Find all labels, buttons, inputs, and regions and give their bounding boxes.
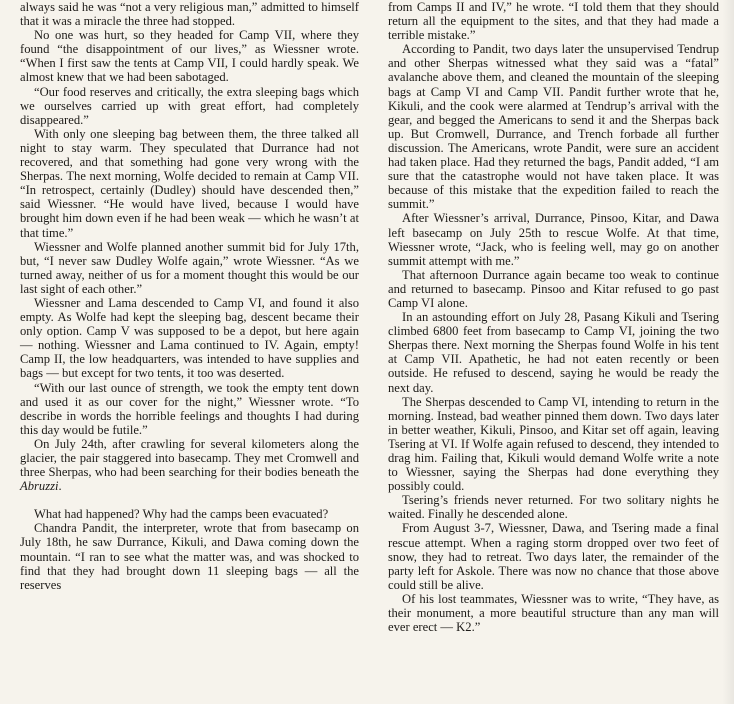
paragraph: The Sherpas descended to Camp VI, intending to return in the morning. Instead, bad weather pinned them down. Two days later in better weather, Kikuli, Pinsoo, and Kitar set off again, leaving Tsering at VI. If Wolfe again refused to descend, they intended to drag him. Failing that, Kikuli would demand Wolfe write a note to Wiessner, saying the Sherpas had done everything they possibly could. — [388, 394, 719, 494]
paragraph: In an astounding effort on July 28, Pasang Kikuli and Tsering climbed 6800 feet from basecamp to Camp VI, joining the two Sherpas there. Next morning the Sherpas found Wolfe in his tent at Camp VII. Apathetic, he had not eaten recently or been outside. He refused to descend, saying he would be ready the next day. — [388, 310, 719, 395]
italic-place-name: Abruzzi — [20, 479, 59, 494]
paragraph: No one was hurt, so they headed for Camp VII, where they found “the disappointment of our lives,” as Wiessner wrote. “When I first saw the tents at Camp VII, I could hardly speak. We almost knew that we had been sabotaged. — [20, 28, 359, 85]
paragraph: From August 3-7, Wiessner, Dawa, and Tsering made a final rescue attempt. When a raging storm dropped over two feet of snow, they had to retreat. Two days later, the remainder of the party left for Askole. There was now no chance that those above could still be alive. — [388, 521, 719, 592]
paragraph: “With our last ounce of strength, we took the empty tent down and used it as our cover for the night,” Wiessner wrote. “To describe in words the horrible feelings and thoughts I had during this day would be futile.” — [20, 380, 359, 437]
paragraph — [20, 437, 359, 493]
paragraph-text: On July 24th, after crawling for several kilometers along the glacier, the pair staggered into basecamp. They met Cromwell and three Sherpas, who had been searching for their bodies beneath the — [20, 436, 359, 480]
page-edge-shadow — [722, 0, 734, 704]
paragraph: Wiessner and Lama descended to Camp VI, and found it also empty. As Wolfe had kept the sleeping bag, descent became their only option. Camp V was supposed to be a depot, but here again — nothing. Wiessner and Lama continued to IV. Again, empty! Camp II, the low headquarters, was intended to have supplies and bags — but except for two tents, it too was deserted. — [20, 295, 359, 381]
paragraph: After Wiessner’s arrival, Durrance, Pinsoo, Kitar, and Dawa left basecamp on July 25th to rescue Wolfe. At that time, Wiessner wrote, “Jack, who is feeling well, may go on another summit attempt with me.” — [388, 211, 719, 268]
right-column — [388, 0, 719, 634]
paragraph: According to Pandit, two days later the unsupervised Tendrup and other Sherpas witnessed what they said was a “fatal” avalanche above them, and cleaned the mountain of the sleeping bags at Camp VI and Camp VII. Pandit further wrote that he, Kikuli, and the cook were alarmed at Tendrup’s arrival with the gear, and begged the Americans to send it and the Sherpas back up. But Cromwell, Durrance, and Trench forbade all further discussion. The Americans, wrote Pandit, were sure an accident had taken place. Had they returned the bags, Pandit added, “I am sure that the catastrophe would not have taken place. It was because of this mistake that the expedition failed to reach the summit.” — [388, 42, 719, 212]
paragraph: With only one sleeping bag between them, the three talked all night to stay warm. They speculated that Durrance had not recovered, and that something had gone very wrong with the Sherpas. The next morning, Wolfe decided to remain at Camp VII. “In retrospect, certainly (Dudley) should have descended then,” said Wiessner. “He would have lived, because I would have brought him down even if he had been weak — which he wasn’t at that time.” — [20, 126, 359, 240]
paragraph: Of his lost teammates, Wiessner was to write, “They have, as their monument, a more beautiful structure than any man will ever erect — K2.” — [388, 591, 719, 635]
paragraph: Chandra Pandit, the interpreter, wrote that from basecamp on July 18th, he saw Durrance, Kikuli, and Dawa coming down the mountain. “I ran to see what the matter was, and was shocked to find that they had brought down 11 sleeping bags — all the reserves — [20, 521, 359, 592]
paragraph: That afternoon Durrance again became too weak to continue and returned to basecamp. Pinsoo and Kitar refused to go past Camp VI alone. — [388, 267, 719, 310]
paragraph-text: . — [58, 479, 62, 494]
paragraph: Wiessner and Wolfe planned another summit bid for July 17th, but, “I never saw Dudley Wolfe again,” wrote Wiessner. “As we turned away, neither of us for a moment thought this would be our last sight of each other.” — [20, 239, 359, 296]
paragraph: always said he was “not a very religious man,” admitted to himself that it was a miracle the three had stopped. — [20, 0, 359, 29]
paragraph: from Camps II and IV,” he wrote. “I told them that they should return all the equipment to the sites, and that they had made a terrible mistake.” — [388, 0, 719, 43]
paragraph: Tsering’s friends never returned. For two solitary nights he waited. Finally he descended alone. — [388, 493, 719, 522]
left-column — [20, 0, 359, 592]
paragraph: “Our food reserves and critically, the extra sleeping bags which we ourselves carried up with great effort, had completely disappeared.” — [20, 84, 359, 127]
paragraph: What had happened? Why had the camps been evacuated? — [34, 507, 329, 522]
